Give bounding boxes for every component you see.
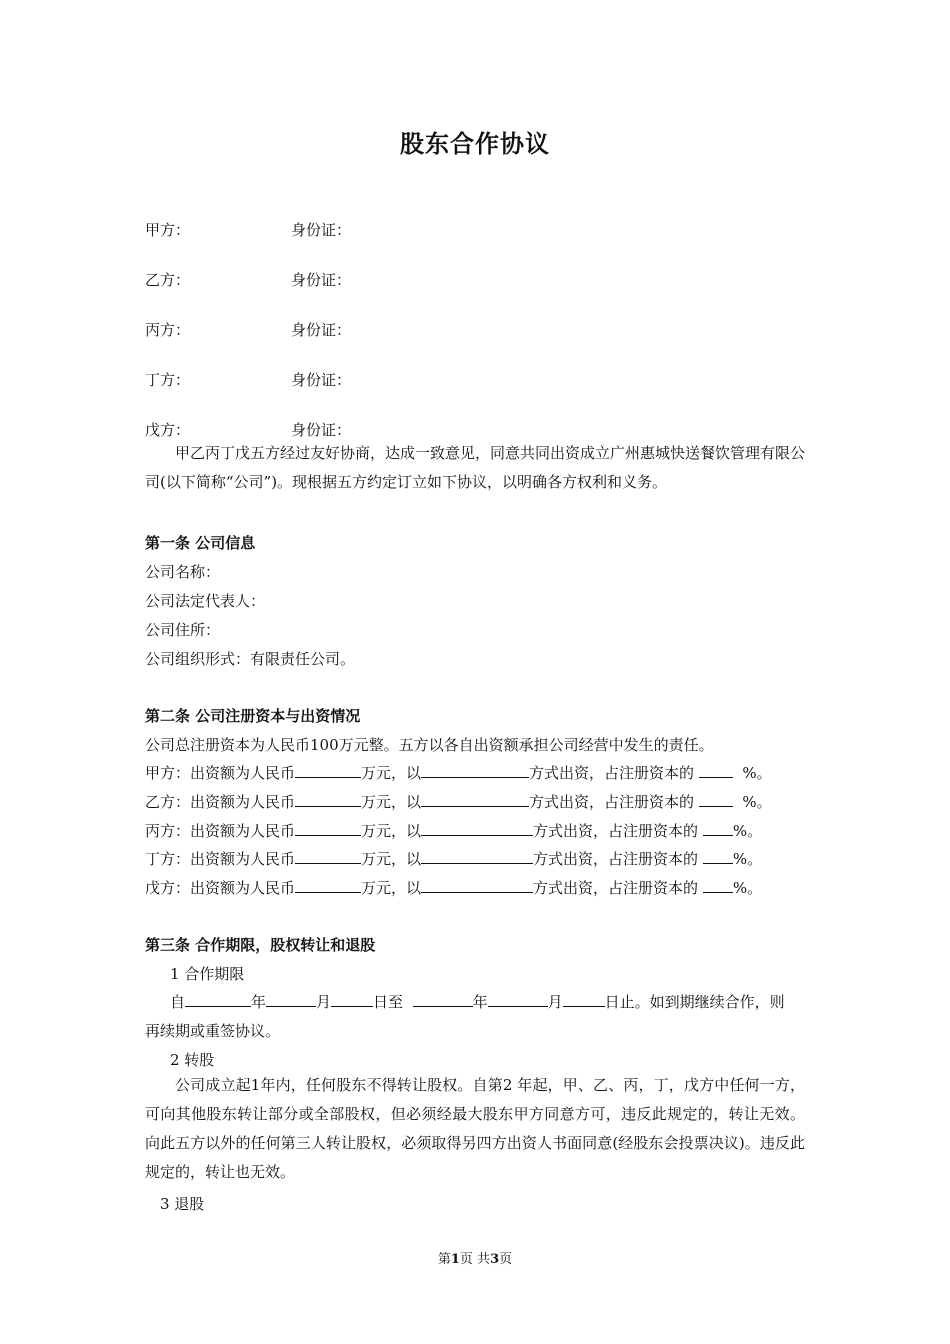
- contrib-text: 万元，以: [361, 850, 422, 868]
- contrib-text: 方式出资，占注册资本的: [529, 764, 695, 782]
- term-text: 月: [547, 993, 563, 1011]
- party-id-label: 身份证：: [291, 321, 352, 339]
- footer-text: 第: [437, 1252, 451, 1267]
- footer-text: 页: [499, 1252, 513, 1267]
- contrib-text: 出资额为人民币: [190, 850, 296, 868]
- legal-rep-line: 公司法定代表人：: [145, 592, 266, 610]
- month-blank: [266, 992, 316, 1007]
- method-blank: [421, 849, 533, 864]
- contrib-text: 万元，以: [361, 879, 422, 897]
- total-capital-line: 公司总注册资本为人民币100万元整。五方以各自出资额承担公司经营中发生的责任。: [145, 736, 714, 754]
- contrib-text: 出资额为人民币: [190, 879, 296, 897]
- document-title: 股东合作协议: [400, 129, 550, 158]
- contrib-text: 方式出资，占注册资本的: [533, 822, 699, 840]
- term-text: 日至: [373, 993, 404, 1011]
- party-name: 戊方：: [145, 421, 191, 439]
- article1-heading: 第一条 公司信息: [145, 534, 256, 552]
- method-blank: [421, 792, 529, 807]
- current-page-number: 1: [450, 1252, 460, 1267]
- transfer-paragraph: 公司成立起1年内，任何股东不得转让股权。自第2 年起，甲、乙、丙，丁，戊方中任何一方，可向其他股东转让部分或全部股权，但必须经最大股东甲方同意方可，违反此规定的，转让无效。 向此五方以外的任何第三人转让股权，必须取得另四方出资人书面同意(经股东会投票决议)。违反此规定的，转让也无效。: [145, 1076, 805, 1181]
- party-name: 甲方：: [145, 221, 191, 239]
- company-name-line: 公司名称：: [145, 563, 221, 581]
- contribution-row: [145, 877, 762, 898]
- total-page-number: 3: [490, 1252, 500, 1267]
- percent-blank: [703, 821, 733, 836]
- article2-heading: 第二条 公司注册资本与出资情况: [145, 707, 361, 725]
- contrib-text: 出资额为人民币: [190, 764, 296, 782]
- contributor-label: 戊方：: [145, 879, 191, 897]
- contrib-text: %。: [732, 850, 763, 868]
- term-text: 月: [316, 993, 332, 1011]
- contributor-label: 乙方：: [145, 793, 191, 811]
- party-id-label: 身份证：: [291, 371, 352, 389]
- footer-text: 页 共: [459, 1252, 491, 1267]
- org-form-line: 公司组织形式：有限责任公司。: [145, 650, 356, 668]
- contribution-row: [145, 791, 772, 812]
- party-name: 丁方：: [145, 371, 191, 389]
- method-blank: [421, 821, 533, 836]
- contributor-label: 丁方：: [145, 850, 191, 868]
- contrib-text: %。: [742, 764, 772, 782]
- term-text: 自: [170, 993, 186, 1011]
- article3-heading: 第三条 合作期限，股权转让和退股: [145, 936, 376, 954]
- contribution-row: [145, 820, 762, 841]
- contrib-text: %。: [732, 822, 763, 840]
- transfer-subheading: 2 转股: [170, 1051, 215, 1069]
- withdrawal-subheading: 3 退股: [160, 1195, 205, 1213]
- contrib-text: 出资额为人民币: [190, 793, 296, 811]
- contrib-text: %。: [742, 793, 772, 811]
- intro-paragraph: 甲乙丙丁戊五方经过友好协商，达成一致意见，同意共同出资成立广州惠城快送餐饮管理有限公司(以下简称“公司”)。现根据五方约定订立如下协议，以明确各方权利和义务。: [145, 444, 806, 491]
- term-continuation: 再续期或重签协议。: [145, 1022, 281, 1040]
- term-subheading: 1 合作期限: [170, 965, 245, 983]
- party-id-label: 身份证：: [291, 221, 352, 239]
- contrib-text: 方式出资，占注册资本的: [533, 879, 699, 897]
- amount-blank: [295, 878, 361, 893]
- page-footer: [0, 1248, 950, 1267]
- year-blank: [185, 992, 251, 1007]
- party-id-label: 身份证：: [291, 271, 352, 289]
- party-id-label: 身份证：: [291, 421, 352, 439]
- percent-blank: [703, 849, 733, 864]
- amount-blank: [295, 821, 361, 836]
- term-text: 年: [251, 993, 267, 1011]
- contrib-text: 方式出资，占注册资本的: [533, 850, 699, 868]
- contributor-label: 丙方：: [145, 822, 191, 840]
- percent-blank: [699, 792, 733, 807]
- contrib-text: 万元，以: [361, 764, 422, 782]
- amount-blank: [295, 792, 361, 807]
- amount-blank: [295, 849, 361, 864]
- year-blank: [413, 992, 473, 1007]
- month-blank: [488, 992, 548, 1007]
- contribution-row: [145, 848, 762, 869]
- contrib-text: 出资额为人民币: [190, 822, 296, 840]
- method-blank: [421, 763, 529, 778]
- day-blank: [331, 992, 373, 1007]
- contrib-text: 万元，以: [361, 822, 422, 840]
- contributor-label: 甲方：: [145, 764, 191, 782]
- day-blank: [563, 992, 605, 1007]
- contrib-text: %。: [732, 879, 763, 897]
- percent-blank: [699, 763, 733, 778]
- contrib-text: 万元，以: [361, 793, 422, 811]
- amount-blank: [295, 763, 361, 778]
- address-line: 公司住所：: [145, 621, 221, 639]
- method-blank: [421, 878, 533, 893]
- term-line: [170, 991, 785, 1012]
- term-text: 年: [472, 993, 488, 1011]
- contribution-row: [145, 762, 772, 783]
- party-name: 乙方：: [145, 271, 191, 289]
- party-name: 丙方：: [145, 321, 191, 339]
- contrib-text: 方式出资，占注册资本的: [529, 793, 695, 811]
- percent-blank: [703, 878, 733, 893]
- term-text: 日止。如到期继续合作，则: [604, 993, 785, 1011]
